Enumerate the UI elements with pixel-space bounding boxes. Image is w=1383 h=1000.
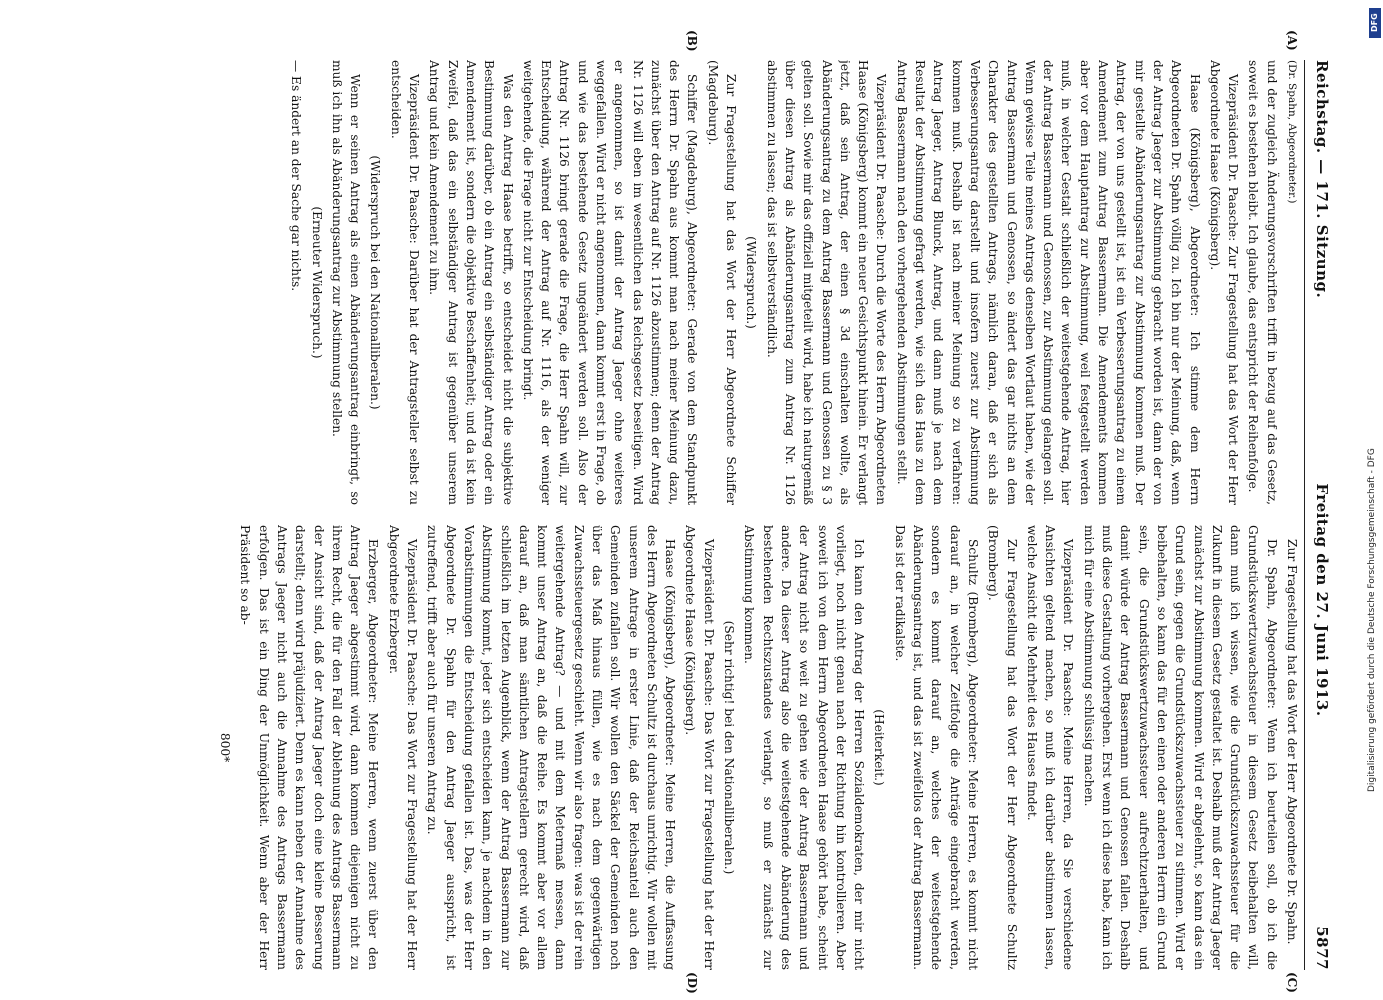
paragraph: Dr. Spahn, Abgeordneter: Wenn ich beurteilen soll, ob ich die Grundstückswertzuwachssteuer in diesem Gesetz beibehalten will, dann muß ich wissen, wie die Grundstückszuwachssteuer für die Zukunft in diesem Gesetz gestaltet ist. Deshalb muß der Antrag Jaeger zunächst zur Abstimmung kommen. Wird er abgelehnt, so kann das ein Grund sein, gegen die Grundstückszuwachssteuer zu stimmen. Wird er beibehalten, so kann das für den einen oder anderen Herrn ein Grund sein, die Grundstückswertzuwachssteuer aufrechtzuerhalten, und damit würde der Antrag Bassermann und Genossen fallen. Deshalb muß diese Gestaltung vorhergehen. Erst wenn ich diese habe, kann ich mich für eine Abstimmung schlüssig machen. [1081, 525, 1279, 970]
rotated-page-content [39, 0, 1339, 1000]
paragraph: Vizepräsident Dr. Paasche: Darüber hat der Antragsteller selbst zu entscheiden. [388, 60, 422, 505]
running-header [1303, 0, 1339, 1000]
paragraph: Zur Fragestellung hat das Wort der Herr Abgeordnete Schultz (Bromberg). [986, 525, 1019, 970]
header-left: Reichstag. — 171. Sitzung. [1313, 60, 1331, 299]
paragraph: Haase (Königsberg), Abgeordneter: Meine Herren, die Auffassung des Herrn Abgeordneten Schultz ist durchaus unrichtig. Wir wollen mit unserem Antrage in erster Linie, daß der Reichsanteil auch den Gemeinden zufallen soll. Wir wollen den Säckel der Gemeinden noch über das Maß hinaus füllen, wie es nach dem gegenwärtigen Zuwachssteuergesetz geschieht. Wenn wir also fragen: was ist der rein weitergehende Antrag? — und mit dem Metermaß messen, dann kommt unser Antrag an, daß die Reihe. Es kommt aber vor allem darauf an, daß man sämtlichen Antragstellern gerecht wird, daß schließlich im letzten Augenblick, wenn der Antrag Bassermann zur Abstimmung kommt, jeder sich entscheiden kann, je nachdem in den Vorabstimmungen die Entscheidung gefallen ist. Das, was der Herr Abgeordnete Dr. Spahn für den Antrag Jaeger ausspricht, ist zutreffend, trifft aber auch für unseren Antrag zu. [425, 525, 678, 970]
margin-mark-d: (D) [685, 972, 699, 994]
paragraph: Erzberger, Abgeordneter: Meine Herren, wenn zuerst über den Antrag Jaeger abgestimmt wird, dann kommen diejenigen nicht zu ihrem Recht, die für den Fall der Ablehnung des Antrags Bassermann der Ansicht sind, daß der Antrag Jaeger doch eine kleine Besserung darstellt; denn wird präjudiziert. Denn es kann neben der Annahme des Antrags Jaeger nicht auch die Annahme des Antrags Bassermann erfolgen. Das ist ein Ding der Unmöglichkeit. Wenn aber der Herr Präsident so ab- [238, 525, 381, 970]
paragraph: 800* [218, 732, 233, 763]
paragraph: Vizepräsident Dr. Paasche: Durch die Worte des Herrn Abgeordneten Haase (Königsberg) kommt ein neuer Gesichtspunkt hinein. Er verlangt jetzt, daß sein Antrag, der einen § 3d einschalten wollte, als Abänderungsantrag zu dem Antrag Bassermann und Genossen zu § 3 gelten soll. Sowie mir das offiziell mitgeteilt wird, habe ich naturgemäß über diesen Antrag als Abänderungsantrag zum Antrag Nr. 1126 abstimmen zu lassen; das ist selbstverständlich. [764, 60, 889, 505]
dfg-logo: DFG [1369, 8, 1381, 38]
paragraph: Schultz (Bromberg), Abgeordneter: Meine Herren, es kommt nicht darauf an, in welcher Zeitfolge die Anträge eingebracht werden, sondern es kommt darauf an, welches der weitestgehende Abänderungsantrag ist, und das ist zweifellos der Antrag Bassermann. Das ist der radikalste. [892, 525, 980, 970]
paragraph: — Es ändert an der Sache gar nichts. [289, 60, 304, 292]
paragraph: Vizepräsident Dr. Paasche: Meine Herren, da Sie verschiedene Ansichten geltend machen, so muß ich darüber abstimmen lassen, welche Ansicht die Mehrheit des Hauses findet. [1024, 525, 1076, 970]
digitization-credit: Digitalisierung gefördert durch die Deutsche Forschungsgemeinschaft - DFG [1367, 448, 1377, 792]
paragraph: (Widerspruch.) [744, 236, 759, 329]
paragraph: Vizepräsident Dr. Paasche: Das Wort zur Fragestellung hat der Herr Abgeordnete Haase (Königsberg). [683, 525, 716, 970]
paragraph: (Widerspruch bei den Nationalliberalen.) [368, 155, 383, 410]
paragraph: Zur Fragestellung hat das Wort der Herr Abgeordnete Dr. Spahn. [1285, 539, 1299, 945]
right-text-column [39, 525, 1301, 970]
paragraph: Wenn er seinen Antrag als einen Abänderungsantrag einbringt, so muß ich ihn als Abänderungsantrag zur Abstimmung stellen. [329, 60, 363, 505]
paragraph: (Sehr richtig! bei den Nationalliberalen.) [722, 620, 737, 875]
paragraph: Was den Antrag Haase betrifft, so entscheidet nicht die subjektive Bestimmung darüber, ob ein Antrag ein selbständiger Antrag oder ein Amendement ist, sondern die objektive Beschaffenheit; und da ist kein Zweifel, daß das ein selbständiger Antrag ist gegenüber unserem Antrag und kein Amendement zu ihm. [427, 60, 515, 505]
margin-mark-a: (A) [1285, 30, 1299, 51]
paragraph: Vizepräsident Dr. Paasche: Zur Fragestellung hat das Wort der Herr Abgeordnete Haase (Königsberg). [1207, 60, 1241, 505]
page-number: 5877 [1313, 926, 1331, 970]
margin-mark-c: (C) [1285, 972, 1299, 993]
header-center: Freitag den 27. Juni 1913. [1313, 483, 1331, 717]
left-text-column [39, 60, 1301, 505]
paragraph: Schiffer (Magdeburg), Abgeordneter: Gerade von dem Standpunkt des Herrn Dr. Spahn aus kommt man nach meiner Meinung dazu, zunächst über den Antrag auf Nr. 1126 abzustimmen; denn der Antrag Nr. 1126 will eben im wesentlichen das Reichsgesetz beseitigen. Wird er angenommen, so ist damit der Antrag Jaeger ohne weiteres weggefallen. Wird er nicht angenommen, dann kommt erst in Frage, ob und wie das bestehende Gesetz ungeändert werden soll. Also der Antrag Nr. 1126 bringt gerade die Frage, die Herr Spahn will, zur Entscheidung, während der Antrag auf Nr. 1116, als der weniger weitgehende, die Frage nicht zur Entscheidung bringt. [520, 60, 700, 505]
paragraph: (Erneuter Widerspruch.) [309, 206, 324, 359]
paragraph: Haase (Königsberg), Abgeordneter: Ich stimme dem Herrn Abgeordneten Dr. Spahn völlig zu. Ich bin nur der Meinung, daß, wenn der Antrag Jaeger zur Abstimmung gebracht worden ist, dann der von mir gestellte Abänderungsantrag zur Abstimmung kommen muß. Der Antrag, der von uns gestellt ist, ist ein Verbesserungsantrag zu einem Amendement zum Antrag Bassermann. Die Amendements kommen aber vor dem Hauptantrag zur Abstimmung, weil festgestellt werden muß, in welcher Gestalt schließlich der weitestgehende Antrag, hier der Antrag Bassermann und Genossen, zur Abstimmung gelangen soll. Wenn gewisse Teile meines Antrags denselben Wortlaut haben, wie der Antrag Bassermann und Genossen, so ändert das gar nichts an dem Charakter des gestellten Antrags, nämlich daran, daß er sich als Verbesserungsantrag darstellt und insofern zuerst zur Abstimmung kommen muß. Deshalb ist nach meiner Meinung so zu verfahren: Antrag Jaeger, Antrag Blunck, Antrag, und dann muß je nach dem Resultat der Abstimmung gefragt werden, wie sich das Haus zu dem Antrag Bassermann nach den vorhergehenden Abstimmungen stellt. [894, 60, 1202, 505]
paragraph: (Heiterkeit.) [872, 709, 887, 786]
paragraph: Vizepräsident Dr. Paasche: Das Wort zur Fragestellung hat der Herr Abgeordnete Erzberger. [386, 525, 420, 970]
margin-mark-b: (B) [685, 30, 699, 52]
paragraph: (Dr. Spahn, Abgeordneter.) [1286, 60, 1298, 204]
paragraph: und der zugleich Änderungsvorschriften trifft in bezug auf das Gesetz, soweit es bestehen bleibt. Ich glaube, das entspricht der Reihenfolge. [1246, 60, 1279, 505]
paragraph: Ich kann den Antrag der Herren Sozialdemokraten, der mir nicht vorliegt, noch nicht genau nach der Richtung hin kontrollieren. Aber soweit ich von dem Herrn Abgeordneten Haase gehört habe, scheint der Antrag nicht so weit zu gehen wie der Antrag Bassermann und andere. Da dieser Antrag also die weitestgehende Abänderung des bestehenden Rechtszustandes verlangt, so muß er zunächst zur Abstimmung kommen. [742, 525, 867, 970]
header-rule [1304, 60, 1305, 970]
paragraph: Zur Fragestellung hat das Wort der Herr Abgeordnete Schiffer (Magdeburg). [705, 60, 739, 505]
